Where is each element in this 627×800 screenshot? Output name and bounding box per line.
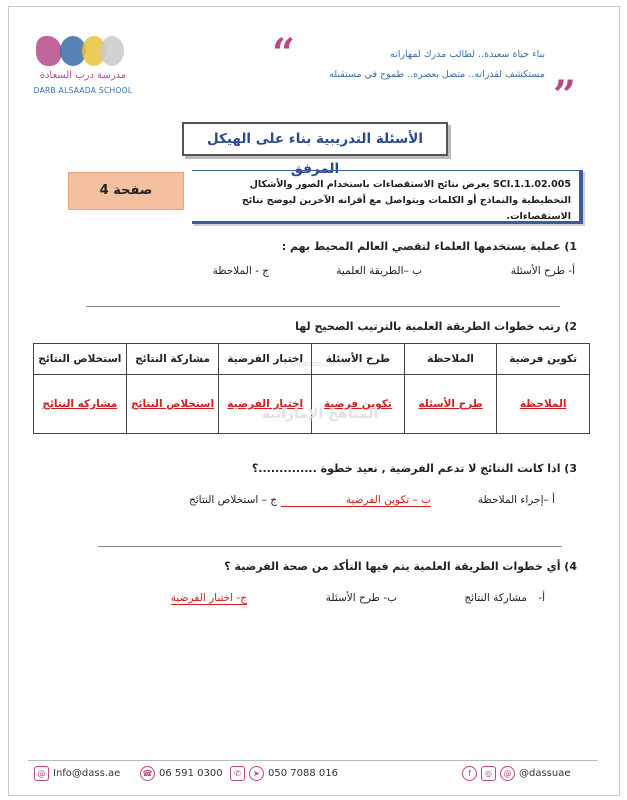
- open-quote-icon: “: [272, 30, 296, 77]
- logo-shape-s2: [100, 36, 124, 66]
- q3-option-b-answer: ب – تكوين الفرضية: [281, 494, 431, 507]
- step-answer-cell: اختبار الفرضية: [219, 375, 312, 434]
- phone-icon: ☎: [140, 766, 155, 781]
- step-answer-cell: الملاحظة: [497, 375, 590, 434]
- q1-option-c: ج - الملاحظة: [212, 265, 269, 277]
- q3-option-a: أ –إجراء الملاحظة: [477, 494, 555, 506]
- school-motto: [290, 45, 545, 85]
- motto-line-2: مستكشف لقدراته.. متصل بعصره.. طموح في مستقبله: [329, 69, 545, 80]
- divider: [98, 546, 562, 547]
- q3-option-c: ج – استخلاص النتائج: [188, 494, 277, 506]
- email-icon: @: [34, 766, 49, 781]
- whatsapp-icon: ✆: [230, 766, 245, 781]
- watermark-name: المناهج الإماراتية: [261, 406, 379, 422]
- social-handle: @dassuae: [519, 768, 571, 779]
- step-header-cell: اختبار الفرضية: [219, 344, 312, 375]
- footer-email: [34, 766, 120, 781]
- step-header-cell: الملاحظة: [404, 344, 497, 375]
- at-icon: @: [500, 766, 515, 781]
- q1-option-a: أ- طرح الأسئلة: [510, 265, 575, 277]
- close-quote-icon: ”: [553, 72, 577, 119]
- question-3: 3) اذا كانت النتائج لا تدعم الفرضية , نعيد خطوة ..............؟: [251, 462, 577, 475]
- standard-box: [192, 170, 583, 224]
- q4-option-b: ب- طرح الأسئلة: [325, 592, 397, 604]
- step-header-cell: استخلاص النتائج: [34, 344, 127, 375]
- telegram-icon: ➤: [249, 766, 264, 781]
- step-header-cell: مشاركة النتائج: [126, 344, 219, 375]
- mobile-text: 050 7088 016: [268, 768, 338, 779]
- instagram-icon: ◎: [481, 766, 496, 781]
- step-header-cell: تكوين فرضية: [497, 344, 590, 375]
- question-4: 4) أي خطوات الطريقة العلمية يتم فيها التأكد من صحة الفرضية ؟: [224, 560, 577, 573]
- footer-social: [462, 766, 571, 781]
- page-label: صفحة 4: [68, 172, 184, 210]
- question-2: 2) رتب خطوات الطريقة العلمية بالترتيب الصحيح لها: [295, 320, 577, 333]
- facebook-icon: f: [462, 766, 477, 781]
- step-answer-cell: تكوين فرضية: [312, 375, 405, 434]
- standard-text: SCI.1.1.02.005 يعرض نتائج الاستقصاءات باستخدام الصور والأشكال التخطيطية والنماذج أو الكلمات ويتواصل مع أقرانه الآخرين ليوضح نتائج الاستقصاءات.: [241, 179, 571, 222]
- motto-line-1: بناء حياة سعيدة.. لطالب مدرك لمهاراته: [390, 49, 545, 60]
- logo-shape-d: [36, 36, 62, 66]
- divider: [86, 306, 560, 307]
- email-text: Info@dass.ae: [53, 768, 121, 779]
- steps-header-row: [34, 344, 590, 375]
- question-1: 1) عملية يستخدمها العلماء لتقصي العالم المحيط بهم :: [281, 240, 577, 253]
- footer-divider: [28, 760, 598, 761]
- q1-option-b: ب –الطريقة العلمية: [336, 265, 422, 277]
- footer-mobile: [230, 766, 338, 781]
- phone-text: 06 591 0300: [159, 768, 223, 779]
- q4-option-c-answer: ج- اختبار الفرضية: [170, 592, 247, 604]
- step-header-cell: طرح الأسئلة: [312, 344, 405, 375]
- school-name-arabic: مدرسة درب السعادة: [39, 70, 127, 81]
- q4-option-a-letter: أ-: [538, 592, 545, 604]
- worksheet-title: الأسئلة التدريبية بناء على الهيكل المرفق: [182, 122, 448, 156]
- step-answer-cell: استخلاص النتائج: [126, 375, 219, 434]
- step-answer-cell: طرح الأسئلة: [404, 375, 497, 434]
- step-answer-cell: مشاركة النتائج: [34, 375, 127, 434]
- q4-option-a: مشاركة النتائج: [464, 592, 527, 604]
- school-name-english: DARB ALSAADA SCHOOL: [33, 86, 133, 95]
- steps-answer-row: [34, 375, 590, 434]
- watermark-url: almanahj.com/ae: [289, 360, 351, 368]
- footer-phone: [140, 766, 223, 781]
